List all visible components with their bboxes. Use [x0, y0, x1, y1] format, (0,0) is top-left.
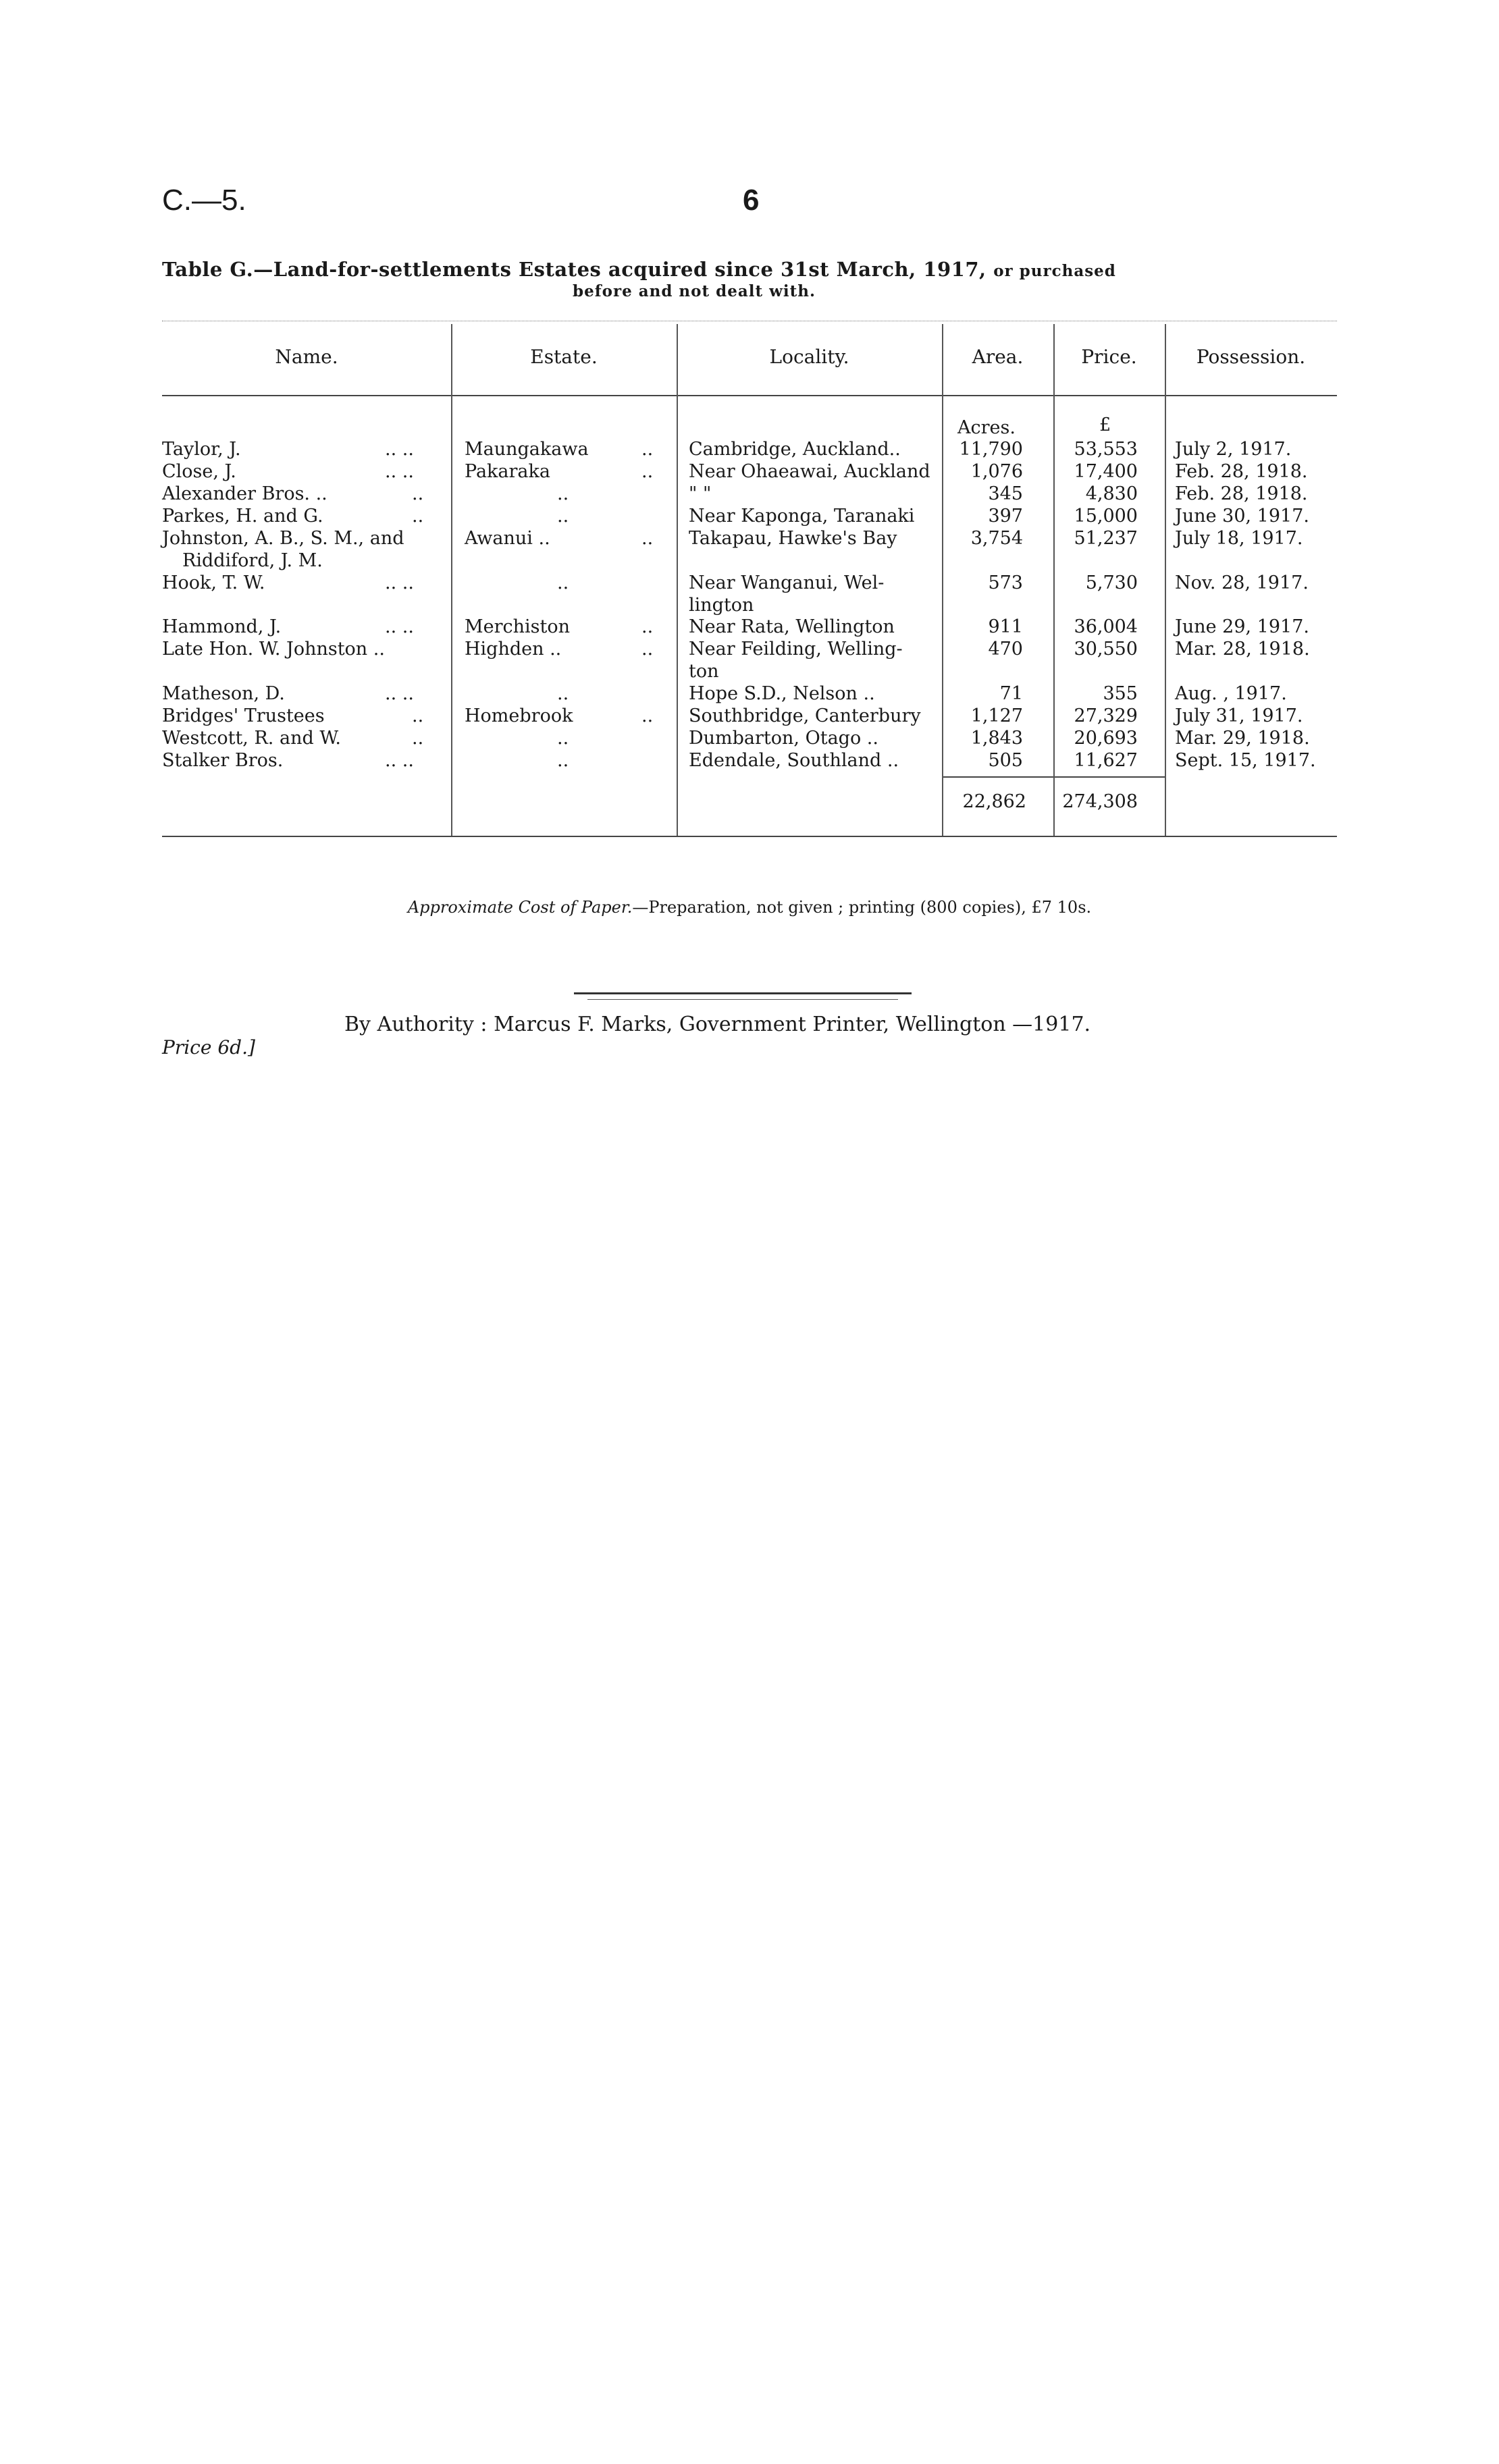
row-possession: June 30, 1917. — [1175, 506, 1309, 527]
header-bottom-rule — [162, 395, 1337, 396]
row-name: Alexander Bros. .. — [162, 483, 327, 504]
row-name-leader: .. — [412, 506, 424, 527]
row-estate-leader: .. — [557, 728, 569, 749]
row-estate: Awanui .. — [465, 528, 550, 549]
row-name-leader: .. .. — [385, 461, 414, 482]
row-possession: July 31, 1917. — [1175, 705, 1303, 726]
row-possession: June 29, 1917. — [1175, 616, 1309, 637]
table-bottom-rule — [162, 836, 1337, 837]
row-price: 15,000 — [1074, 506, 1138, 527]
row-price: 30,550 — [1074, 639, 1138, 660]
row-price: 4,830 — [1085, 483, 1138, 504]
row-price: 11,627 — [1074, 750, 1138, 771]
table-title-suffix: or purchased — [993, 262, 1116, 280]
row-area: 1,076 — [970, 461, 1023, 482]
column-divider — [451, 324, 452, 836]
row-estate-leader: .. — [641, 461, 654, 482]
row-estate-leader: .. — [557, 572, 569, 593]
row-name: Stalker Bros. — [162, 750, 284, 771]
row-estate: Maungakawa — [465, 439, 589, 460]
row-locality: " " — [689, 483, 712, 504]
row-name: Hook, T. W. — [162, 572, 265, 593]
row-estate-leader: .. — [641, 439, 654, 460]
row-locality-continued: ton — [689, 661, 719, 682]
row-name-leader: .. .. — [385, 439, 414, 460]
row-locality-continued: lington — [689, 595, 754, 616]
row-name-leader: .. .. — [385, 616, 414, 637]
row-possession: Nov. 28, 1917. — [1175, 572, 1309, 593]
cost-note-text: —Preparation, not given ; printing (800 copies), £7 10s. — [632, 898, 1092, 917]
total-area: 22,862 — [962, 791, 1026, 812]
row-price: 20,693 — [1074, 728, 1138, 749]
cost-note-label: Approximate Cost of Paper. — [407, 898, 633, 917]
row-area: 1,843 — [970, 728, 1023, 749]
row-estate-leader: .. — [641, 616, 654, 637]
row-area: 345 — [988, 483, 1023, 504]
row-estate-leader: .. — [557, 483, 569, 504]
document-reference: C.—5. — [162, 184, 246, 217]
row-price: 51,237 — [1074, 528, 1138, 549]
column-divider — [1165, 324, 1166, 836]
row-locality: Near Ohaeawai, Auckland — [689, 461, 930, 482]
row-locality: Southbridge, Canterbury — [689, 705, 921, 726]
row-price: 53,553 — [1074, 439, 1138, 460]
row-locality: Near Rata, Wellington — [689, 616, 895, 637]
row-locality: Hope S.D., Nelson .. — [689, 683, 875, 704]
row-area: 505 — [988, 750, 1023, 771]
row-name: Parkes, H. and G. — [162, 506, 323, 527]
column-header-price: Price. — [1081, 346, 1137, 368]
table-title-main: Table G.—Land-for-settlements Estates acquired since 31st March, 1917, — [162, 258, 987, 281]
row-price: 17,400 — [1074, 461, 1138, 482]
page-number: 6 — [743, 184, 760, 217]
row-name: Bridges' Trustees — [162, 705, 325, 726]
area-unit: Acres. — [957, 417, 1016, 438]
row-possession: July 18, 1917. — [1175, 528, 1303, 549]
row-estate: Highden .. — [465, 639, 562, 660]
row-name: Matheson, D. — [162, 683, 285, 704]
row-locality: Near Wanganui, Wel- — [689, 572, 885, 593]
row-estate: Homebrook — [465, 705, 573, 726]
column-header-area: Area. — [972, 346, 1024, 368]
row-estate-leader: .. — [557, 683, 569, 704]
row-area: 911 — [988, 616, 1023, 637]
row-price: 355 — [1103, 683, 1138, 704]
column-header-possession: Possession. — [1196, 346, 1306, 368]
row-name-leader: .. .. — [385, 683, 414, 704]
row-possession: Feb. 28, 1918. — [1175, 483, 1308, 504]
row-name: Taylor, J. — [162, 439, 241, 460]
row-area: 3,754 — [970, 528, 1023, 549]
row-possession: Mar. 29, 1918. — [1175, 728, 1310, 749]
row-possession: Mar. 28, 1918. — [1175, 639, 1310, 660]
row-area: 573 — [988, 572, 1023, 593]
price-unit: £ — [1099, 414, 1111, 435]
column-divider — [677, 324, 678, 836]
row-name-leader: .. .. — [385, 572, 414, 593]
row-locality: Near Kaponga, Taranaki — [689, 506, 915, 527]
row-possession: Feb. 28, 1918. — [1175, 461, 1308, 482]
row-name: Late Hon. W. Johnston .. — [162, 639, 385, 660]
row-name: Johnston, A. B., S. M., and — [162, 528, 404, 549]
row-estate-leader: .. — [641, 639, 654, 660]
row-estate-leader: .. — [641, 705, 654, 726]
column-header-estate: Estate. — [530, 346, 598, 368]
column-header-name: Name. — [275, 346, 338, 368]
authority-line: By Authority : Marcus F. Marks, Government Printer, Wellington —1917. — [344, 1013, 1091, 1036]
row-name-leader: .. .. — [385, 750, 414, 771]
row-locality: Edendale, Southland .. — [689, 750, 899, 771]
row-locality: Near Feilding, Welling- — [689, 639, 903, 660]
row-estate-leader: .. — [557, 506, 569, 527]
row-locality: Cambridge, Auckland.. — [689, 439, 901, 460]
row-locality: Dumbarton, Otago .. — [689, 728, 878, 749]
row-possession: Aug. , 1917. — [1175, 683, 1287, 704]
authority-rule-thin — [587, 999, 898, 1000]
row-name-leader: .. — [412, 483, 424, 504]
row-estate-leader: .. — [557, 750, 569, 771]
row-price: 36,004 — [1074, 616, 1138, 637]
column-divider — [1053, 324, 1055, 836]
row-name-leader: .. — [412, 705, 424, 726]
row-area: 397 — [988, 506, 1023, 527]
row-estate: Merchiston — [465, 616, 571, 637]
row-name-continued: Riddiford, J. M. — [182, 550, 323, 571]
row-name-leader: .. — [412, 728, 424, 749]
row-possession: Sept. 15, 1917. — [1175, 750, 1316, 771]
authority-rule — [574, 992, 912, 994]
row-price: 27,329 — [1074, 705, 1138, 726]
row-name: Close, J. — [162, 461, 236, 482]
row-estate: Pakaraka — [465, 461, 550, 482]
cost-note — [0, 898, 1499, 917]
row-estate-leader: .. — [641, 528, 654, 549]
row-price: 5,730 — [1085, 572, 1138, 593]
row-area: 1,127 — [970, 705, 1023, 726]
column-header-locality: Locality. — [769, 346, 849, 368]
table-title-line-1 — [162, 258, 1116, 281]
row-locality: Takapau, Hawke's Bay — [689, 528, 897, 549]
row-possession: July 2, 1917. — [1175, 439, 1292, 460]
row-area: 71 — [999, 683, 1023, 704]
row-area: 11,790 — [959, 439, 1023, 460]
total-price: 274,308 — [1062, 791, 1138, 812]
row-name: Hammond, J. — [162, 616, 282, 637]
table-title-line-2: before and not dealt with. — [573, 282, 816, 300]
price-line: Price 6d.] — [162, 1036, 255, 1059]
row-area: 470 — [988, 639, 1023, 660]
row-name: Westcott, R. and W. — [162, 728, 341, 749]
